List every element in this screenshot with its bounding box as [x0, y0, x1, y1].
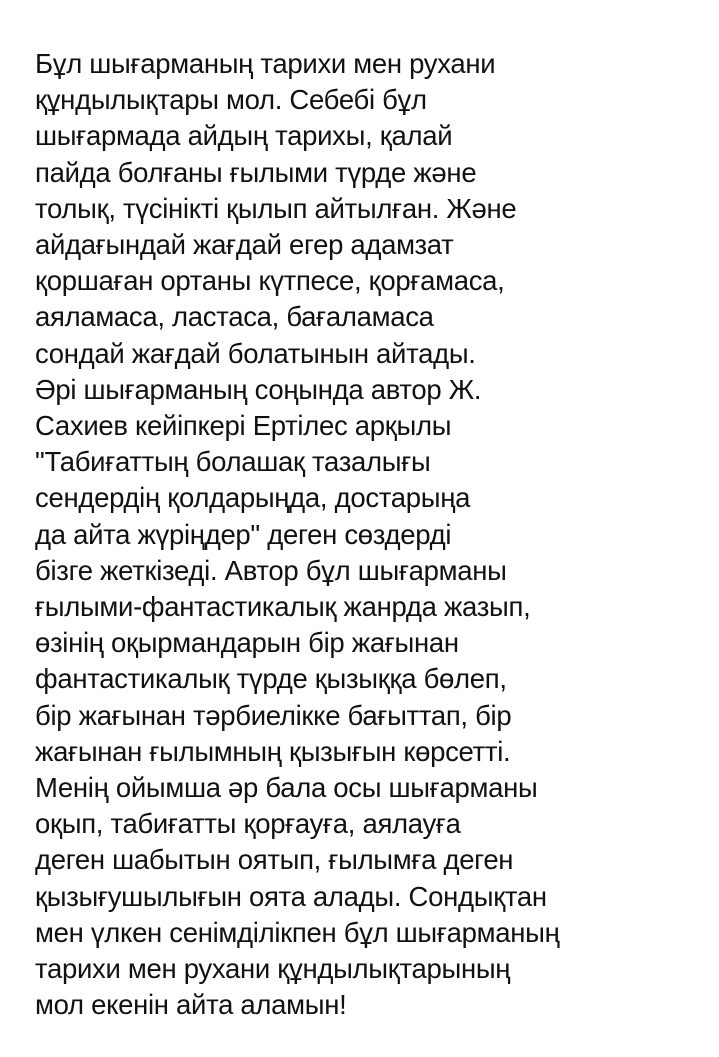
- text-line: шығармада айдың тарихы, қалай: [35, 120, 453, 152]
- text-line: бір жағынан тәрбиелікке бағыттап, бір: [35, 699, 512, 731]
- bottom-crop-edge: [0, 1051, 719, 1057]
- text-line: да айта жүріңдер" деген сөздерді: [35, 518, 452, 550]
- essay-text: [35, 46, 715, 1023]
- text-line: "Табиғаттың болашақ тазалығы: [35, 446, 431, 478]
- text-line: деген шабытын оятып, ғылымға деген: [35, 844, 514, 876]
- text-line: сондай жағдай болатынын айтады.: [35, 337, 476, 369]
- text-line: Сахиев кейіпкері Ертілес арқылы: [35, 410, 452, 442]
- text-line: қоршаған ортаны күтпесе, қорғамаса,: [35, 265, 505, 297]
- text-line: ғылыми-фантастикалық жанрда жазып,: [35, 591, 531, 623]
- text-line: жағынан ғылымның қызығын көрсетті.: [35, 735, 511, 767]
- text-line: фантастикалық түрде қызыққа бөлеп,: [35, 663, 507, 695]
- text-line: Менің ойымша әр бала осы шығарманы: [35, 772, 538, 804]
- text-line: бізге жеткізеді. Автор бұл шығарманы: [35, 554, 507, 586]
- text-line: мен үлкен сенімділікпен бұл шығарманың: [35, 916, 560, 948]
- text-line: өзінің оқырмандарын бір жағынан: [35, 627, 459, 659]
- text-line: Бұл шығарманың тарихи мен рухани: [35, 48, 496, 79]
- text-line: аяламаса, ластаса, бағаламаса: [35, 301, 434, 333]
- text-line: қызығушылығын оята алады. Сондықтан: [35, 880, 547, 912]
- text-line: оқып, табиғатты қорғауға, аялауға: [35, 808, 461, 840]
- text-line: мол екенін айта аламын!: [35, 989, 347, 1021]
- text-line: Әрі шығарманың соңында автор Ж.: [35, 373, 482, 405]
- text-line: сендердің қолдарыңда, достарыңа: [35, 482, 471, 514]
- text-line: пайда болғаны ғылыми түрде және: [35, 156, 477, 188]
- text-line: айдағындай жағдай егер адамзат: [35, 229, 454, 261]
- text-line: тарихи мен рухани құндылықтарының: [35, 953, 511, 985]
- text-line: толық, түсінікті қылып айтылған. Және: [35, 192, 517, 224]
- text-line: құндылықтары мол. Себебі бұл: [35, 84, 427, 116]
